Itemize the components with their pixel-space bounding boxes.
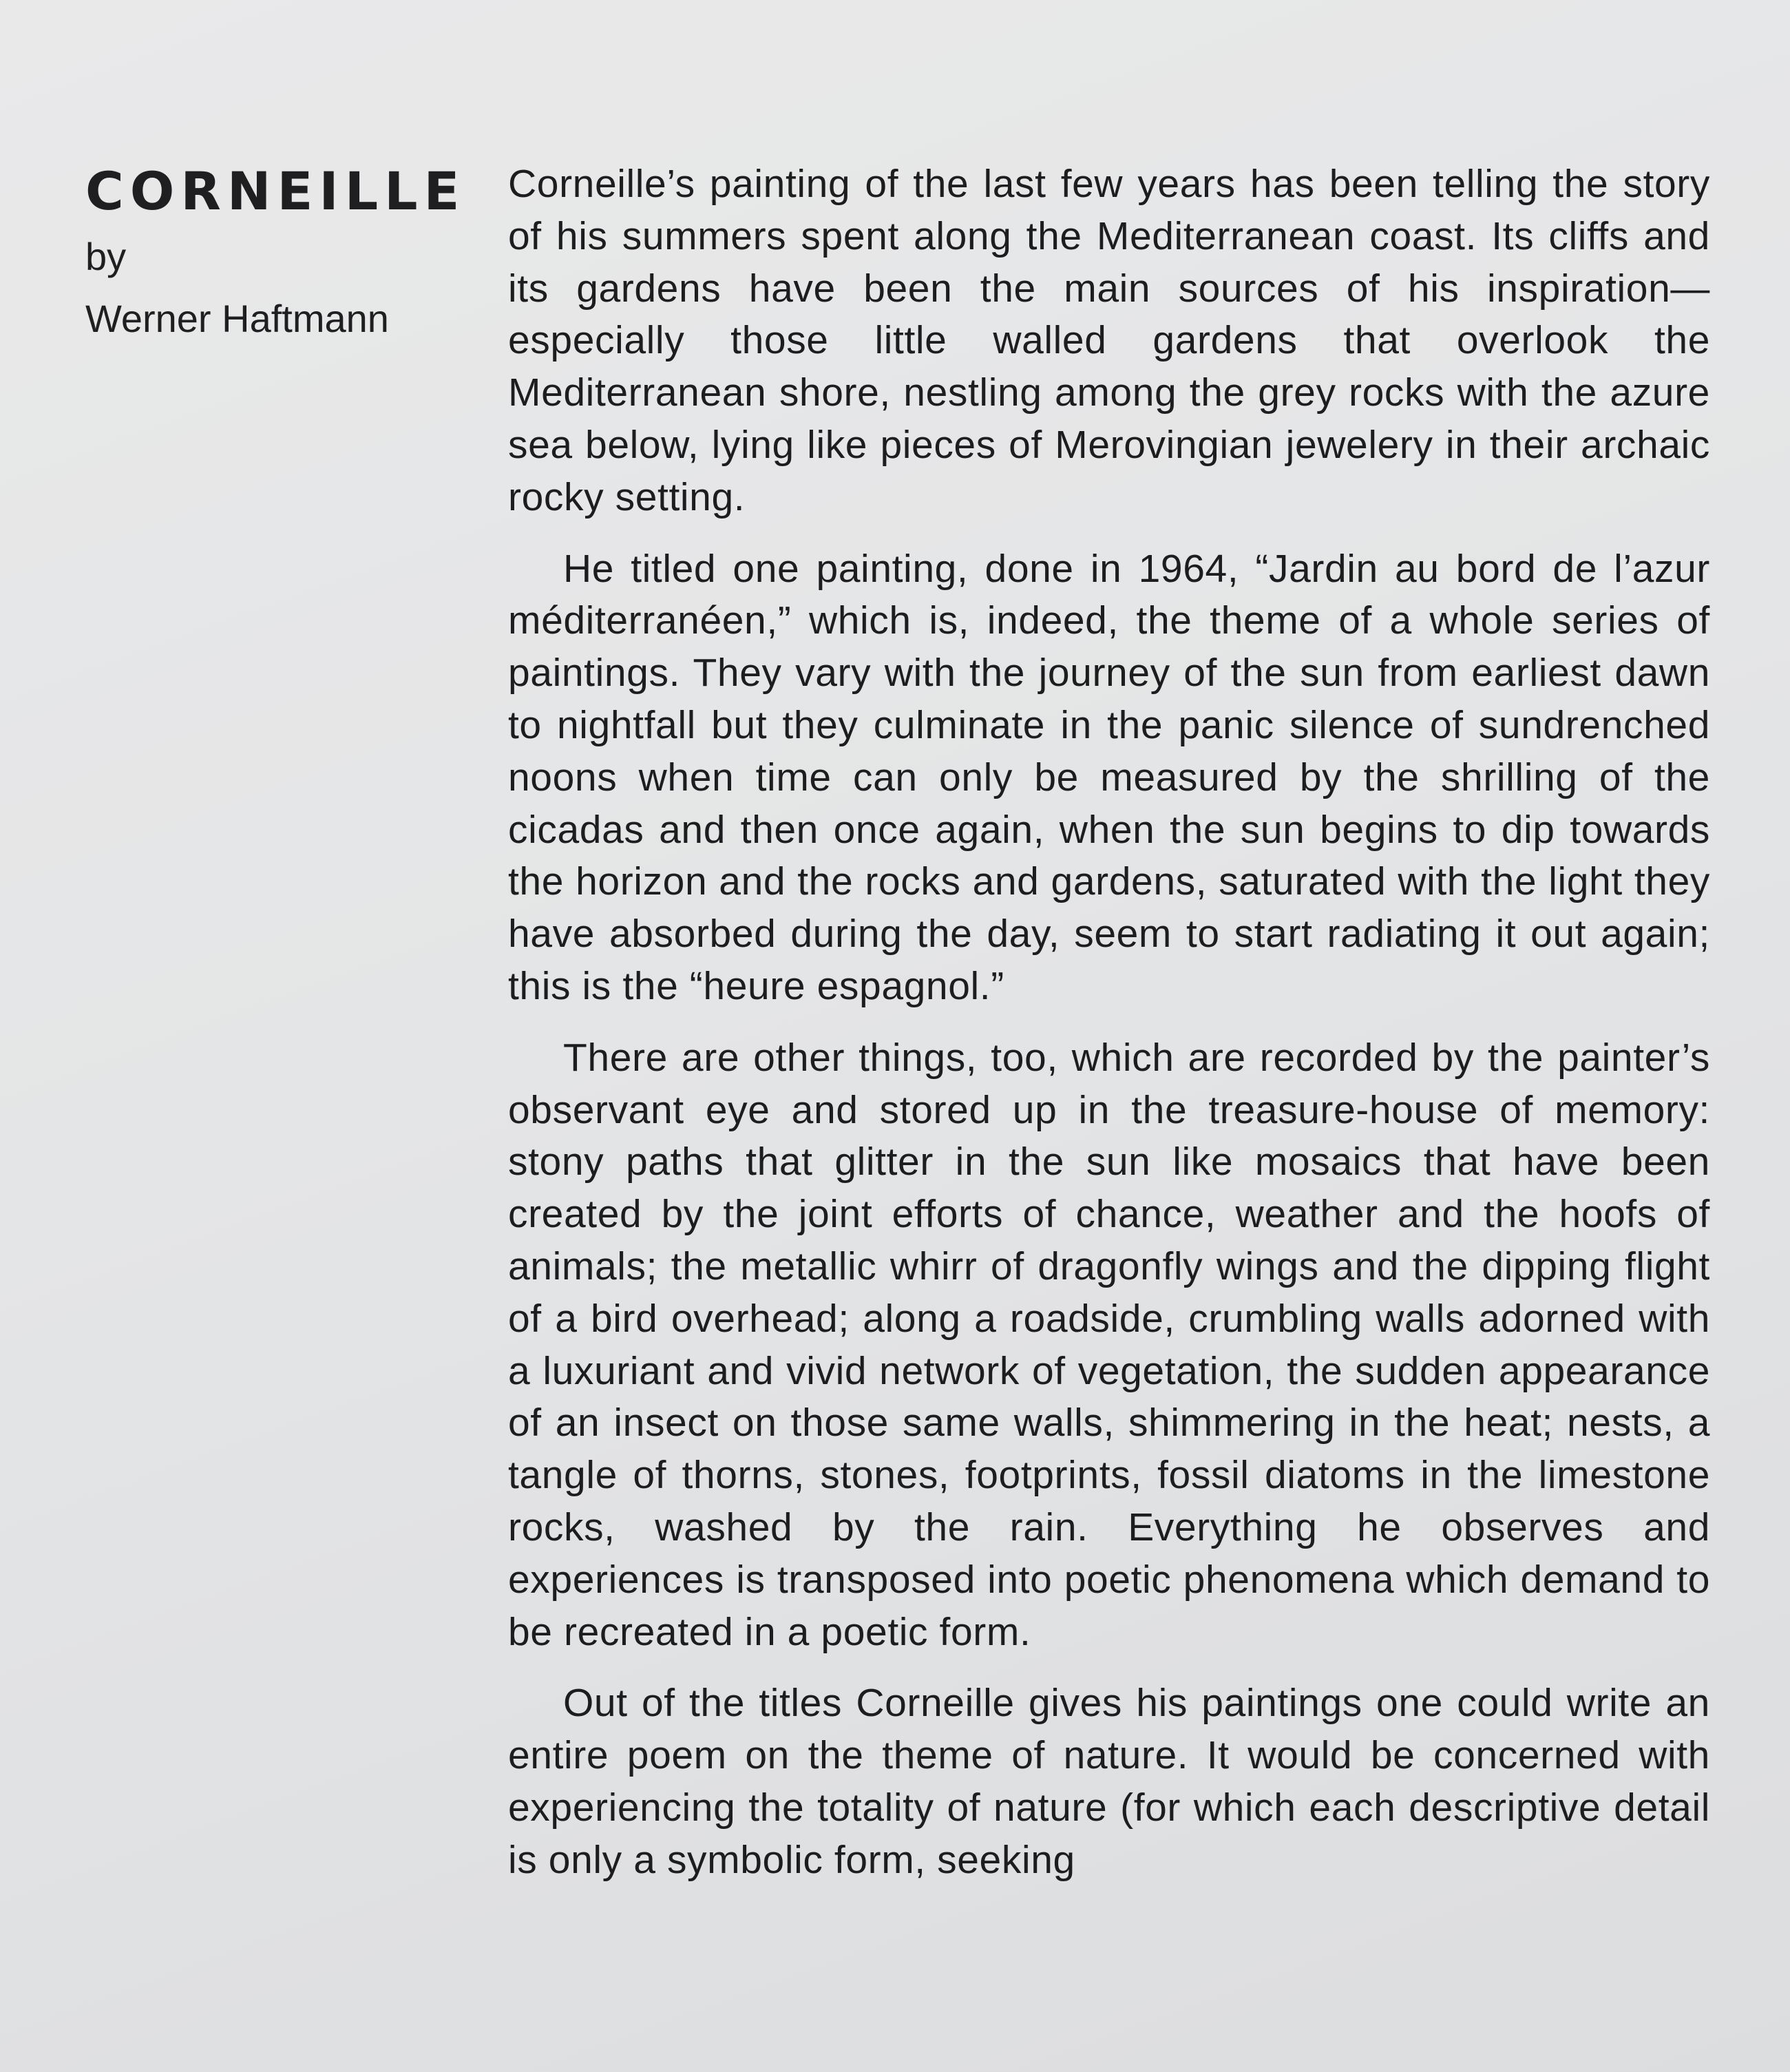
paragraph-2: He titled one painting, done in 1964, “Jardin au bord de l’azur méditerranéen,” which is, indeed, the theme of a whole series of paintings. They vary with the journey of the sun from earliest dawn to nightfall but they culminate in the panic silence of sundrenched noons when time can only be measured by the shrilling of the cicadas and then once again, when the sun begins to dip towards the horizon and the rocks and gardens, saturated with the light they have absorbed during the day, seem to start radiating it out again; this is the “heure espagnol.” bbox=[508, 546, 1710, 1008]
paragraph-4: Out of the titles Corneille gives his paintings one could write an entire poem on the theme of nature. It would be concerned with experiencing the totality of nature (for which each descriptive detail is only a symbolic form, seeking bbox=[508, 1681, 1710, 1882]
article-header bbox=[85, 157, 471, 350]
article-title: CORNEILLE bbox=[85, 160, 466, 222]
paragraph-1: Corneille’s painting of the last few years has been telling the story of his summers spent along the Mediterranean coast. Its cliffs and its gardens have been the main sources of his inspiration—especially those little walled gardens that overlook the Mediterranean shore, nestling among the grey rocks with the azure sea below, lying like pieces of Merovingian jewelery in their archaic rocky setting. bbox=[508, 162, 1710, 519]
byline-by: by bbox=[85, 235, 127, 278]
paragraph-3: There are other things, too, which are recorded by the painter’s observant eye and stored up in the treasure-house of memory: stony paths that glitter in the sun like mosaics that have been created by the joint efforts of chance, weather and the hoofs of animals; the metallic whirr of dragonfly wings and the dipping flight of a bird overhead; along a roadside, crumbling walls adorned with a luxuriant and vivid network of vegetation, the sudden appearance of an insect on those same walls, shimmering in the heat; nests, a tangle of thorns, stones, footprints, fossil diatoms in the limestone rocks, washed by the rain. Everything he observes and experiences is transposed into poetic phenomena which demand to be recreated in a poetic form. bbox=[508, 1035, 1710, 1654]
author-name: Werner Haftmann bbox=[85, 297, 389, 340]
article-body bbox=[508, 158, 1710, 1906]
